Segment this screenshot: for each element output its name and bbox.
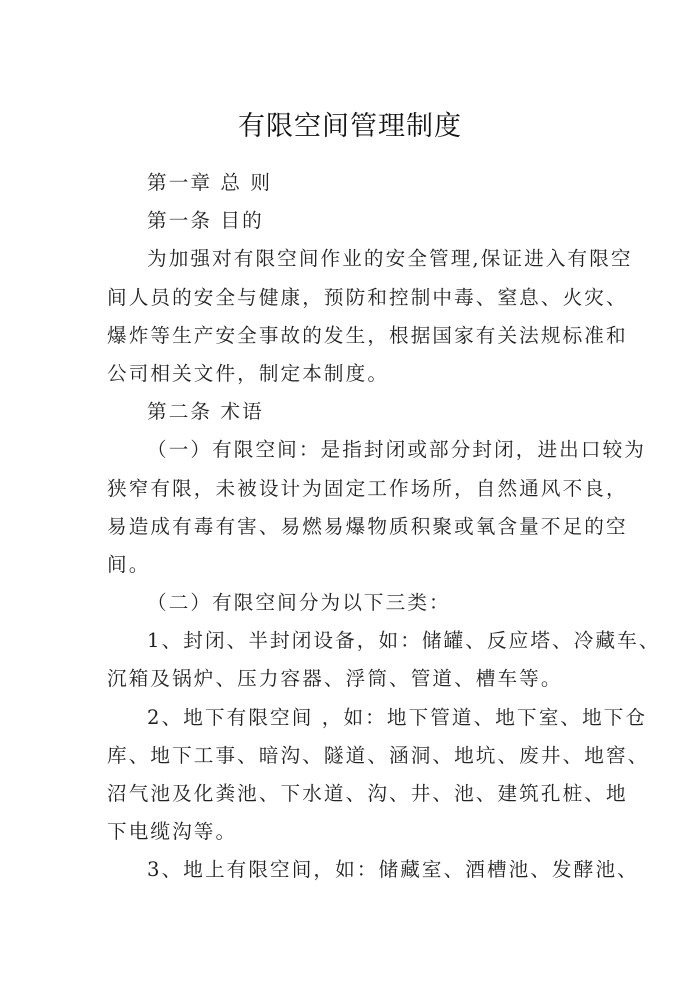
paragraph-line: 爆炸等生产安全事故的发生，根据国家有关法规标准和 xyxy=(107,323,628,347)
paragraph-line: 狭窄有限，未被设计为固定工作场所，自然通风不良， xyxy=(107,476,628,500)
list-item-line: 沼气池及化粪池、下水道、沟、井、池、建筑孔桩、地 xyxy=(107,782,628,805)
paragraph-line: （二）有限空间分为以下三类： xyxy=(147,591,451,615)
list-item-line: 库、地下工事、暗沟、隧道、涵洞、地坑、废井、地窖、 xyxy=(107,743,650,767)
paragraph-line: 为加强对有限空间作业的安全管理,保证进入有限空 xyxy=(147,247,633,271)
list-item-line: 沉箱及锅炉、压力容器、浮筒、管道、槽车等。 xyxy=(107,667,563,691)
chapter-heading: 第一章 总 则 xyxy=(147,171,273,194)
list-item-line: 2、地下有限空间 ，如：地下管道、地下室、地下仓 xyxy=(147,705,648,729)
list-item-line: 1、封闭、半封闭设备，如：储罐、反应塔、冷藏车、 xyxy=(147,629,661,653)
article-heading: 第一条 目的 xyxy=(147,209,264,233)
article-heading: 第二条 术语 xyxy=(147,400,264,424)
paragraph-line: 间。 xyxy=(107,552,151,576)
list-item-line: 3、地上有限空间，如：储藏室、酒槽池、发酵池、 xyxy=(147,858,639,882)
list-item-line: 下电缆沟等。 xyxy=(107,820,238,844)
paragraph-line: 间人员的安全与健康，预防和控制中毒、窒息、火灾、 xyxy=(107,285,628,309)
document-title: 有限空间管理制度 xyxy=(238,111,462,142)
paragraph-line: 易造成有毒有害、易燃易爆物质积聚或氧含量不足的空 xyxy=(107,514,628,538)
paragraph-line: （一）有限空间：是指封闭或部分封闭，进出口较为 xyxy=(147,438,646,462)
paragraph-line: 公司相关文件，制定本制度。 xyxy=(107,361,390,385)
document-body xyxy=(107,164,661,890)
